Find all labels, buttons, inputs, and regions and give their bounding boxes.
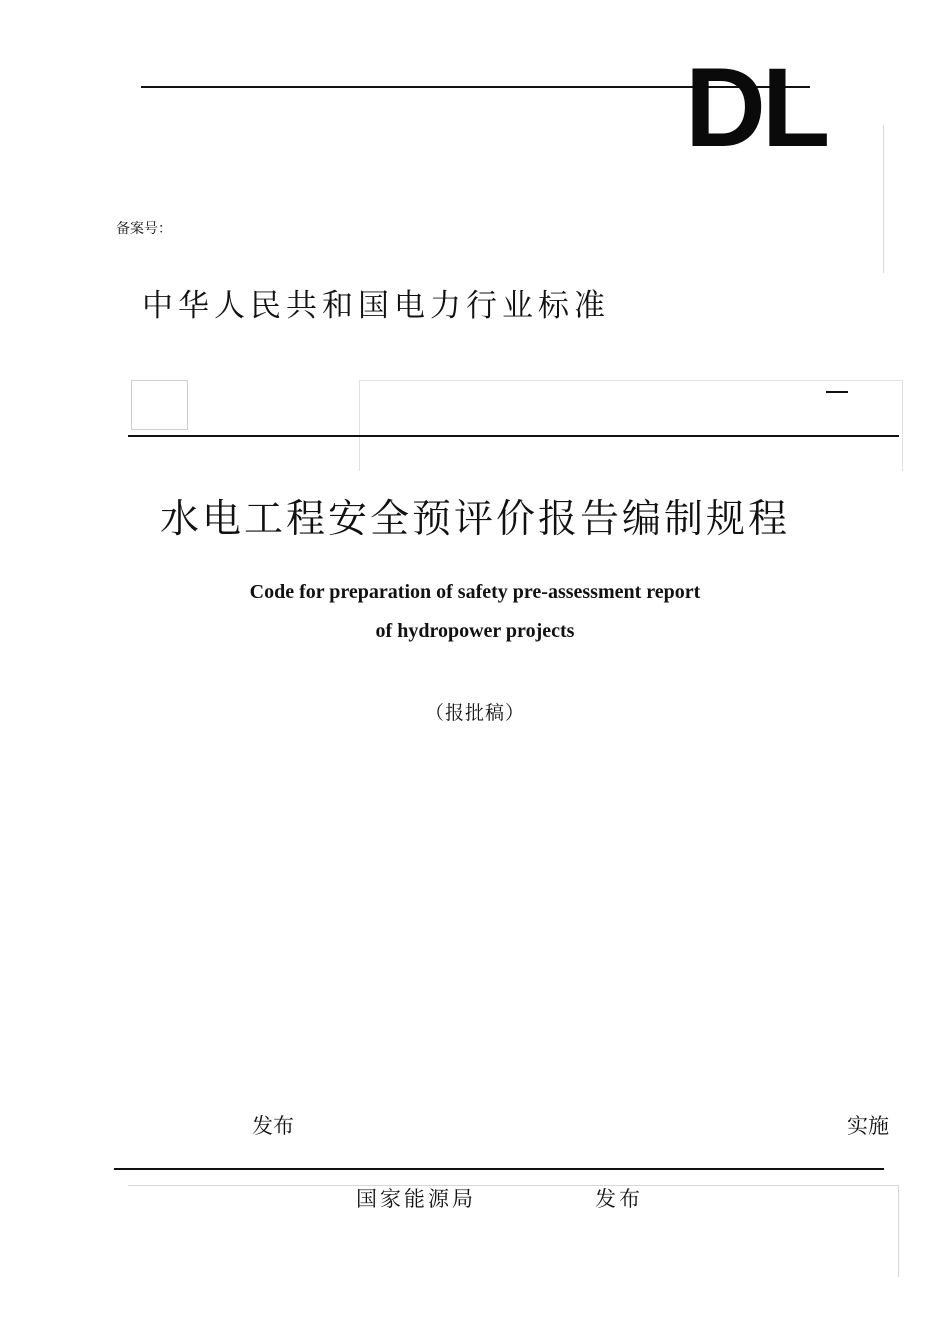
document-title-english-line2: of hydropower projects bbox=[375, 620, 575, 642]
document-title-english-line1: Code for preparation of safety pre-assessment report bbox=[249, 581, 701, 603]
header-side-line bbox=[883, 125, 884, 273]
standard-number-frame bbox=[359, 380, 903, 471]
footer-side-line bbox=[898, 1185, 899, 1277]
issuer-publish-label: 发布 bbox=[595, 1187, 643, 1211]
document-title-chinese: 水电工程安全预评价报告编制规程 bbox=[159, 497, 790, 542]
standard-number-box bbox=[131, 380, 188, 430]
publish-date-label: 发布 bbox=[252, 1114, 294, 1138]
footer-faint-line bbox=[128, 1185, 898, 1186]
draft-status: （报批稿） bbox=[424, 702, 525, 724]
standard-number-dash bbox=[826, 391, 848, 393]
dl-logo: DL bbox=[685, 45, 827, 170]
implement-date-label: 实施 bbox=[847, 1114, 889, 1138]
record-number-label: 备案号： bbox=[116, 221, 172, 237]
footer-rule bbox=[114, 1168, 884, 1170]
issuing-authority: 国家能源局 bbox=[356, 1187, 476, 1211]
standard-rule bbox=[128, 435, 899, 437]
standard-category: 中华人民共和国电力行业标准 bbox=[142, 288, 610, 324]
